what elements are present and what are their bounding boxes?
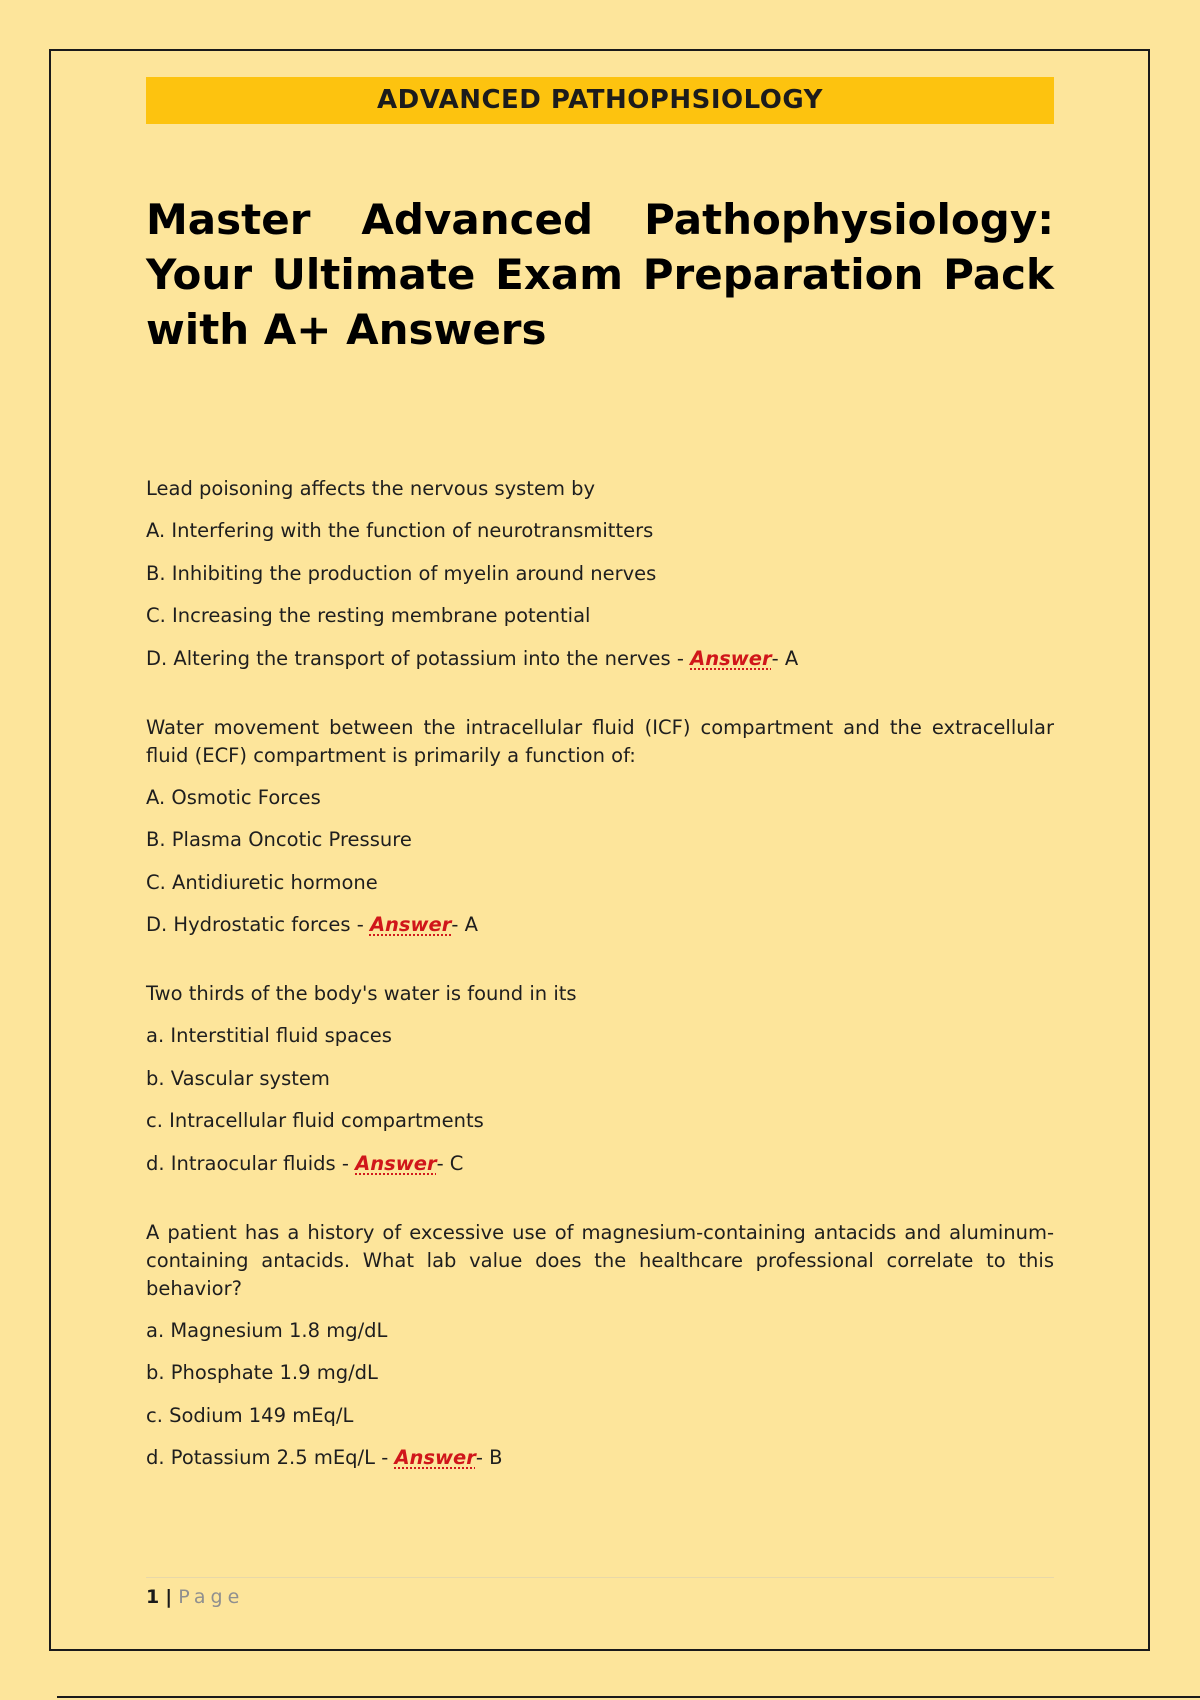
question-3	[146, 980, 1054, 1178]
option: C. Antidiuretic hormone	[146, 870, 378, 894]
option-with-answer: d. Potassium 2.5 mEq/L - Answer- B	[146, 1446, 503, 1469]
question-1	[146, 475, 1054, 673]
page-content	[146, 77, 1054, 1513]
answer-label: Answer	[394, 1446, 476, 1469]
option-with-answer: D. Hydrostatic forces - Answer- A	[146, 913, 478, 936]
answer-label: Answer	[690, 646, 772, 670]
document-title: Master Advanced Pathophysiology: Your Ultimate Exam Preparation Pack with A+ Answers	[146, 195, 1054, 354]
option: B. Inhibiting the production of myelin around nerves	[146, 561, 657, 585]
option: a. Magnesium 1.8 mg/dL	[146, 1318, 388, 1342]
answer-value: - B	[475, 1446, 503, 1469]
option: b. Vascular system	[146, 1066, 330, 1090]
option-with-answer: d. Intraocular fluids - Answer- C	[146, 1151, 464, 1175]
page-footer	[146, 1577, 1054, 1608]
page-label: Page	[178, 1586, 245, 1608]
question-stem: Two thirds of the body's water is found in its	[146, 982, 577, 1005]
option: B. Plasma Oncotic Pressure	[146, 828, 412, 851]
question-stem: Lead poisoning affects the nervous system by	[146, 477, 596, 500]
option: c. Intracellular fluid compartments	[146, 1109, 484, 1132]
footer-separator: |	[165, 1586, 173, 1608]
question-list	[146, 475, 1054, 1472]
page-number: 1	[146, 1586, 160, 1608]
answer-label: Answer	[355, 1151, 437, 1175]
answer-label: Answer	[369, 913, 452, 936]
answer-value: - C	[436, 1151, 464, 1175]
question-2	[146, 714, 1054, 940]
answer-value: - A	[451, 913, 478, 936]
option: A. Osmotic Forces	[146, 785, 321, 809]
option: C. Increasing the resting membrane potential	[146, 604, 591, 627]
bottom-divider	[57, 1696, 1200, 1698]
option: A. Interfering with the function of neurotransmitters	[146, 519, 654, 542]
answer-value: - A	[771, 646, 799, 670]
question-stem: Water movement between the intracellular fluid (ICF) compartment and the extracellular fluid (ECF) compartment is primarily a function of:	[146, 715, 1054, 767]
header-banner: ADVANCED PATHOPHSIOLOGY	[146, 77, 1054, 124]
option: a. Interstitial fluid spaces	[146, 1024, 392, 1047]
option-with-answer: D. Altering the transport of potassium into the nerves - Answer- A	[146, 646, 799, 670]
option: b. Phosphate 1.9 mg/dL	[146, 1361, 378, 1384]
question-stem: A patient has a history of excessive use of magnesium-containing antacids and aluminum-containing antacids. What lab value does the healthcare professional correlate to this behavior?	[146, 1220, 1054, 1300]
option: c. Sodium 149 mEq/L	[146, 1403, 354, 1427]
question-4	[146, 1219, 1054, 1473]
